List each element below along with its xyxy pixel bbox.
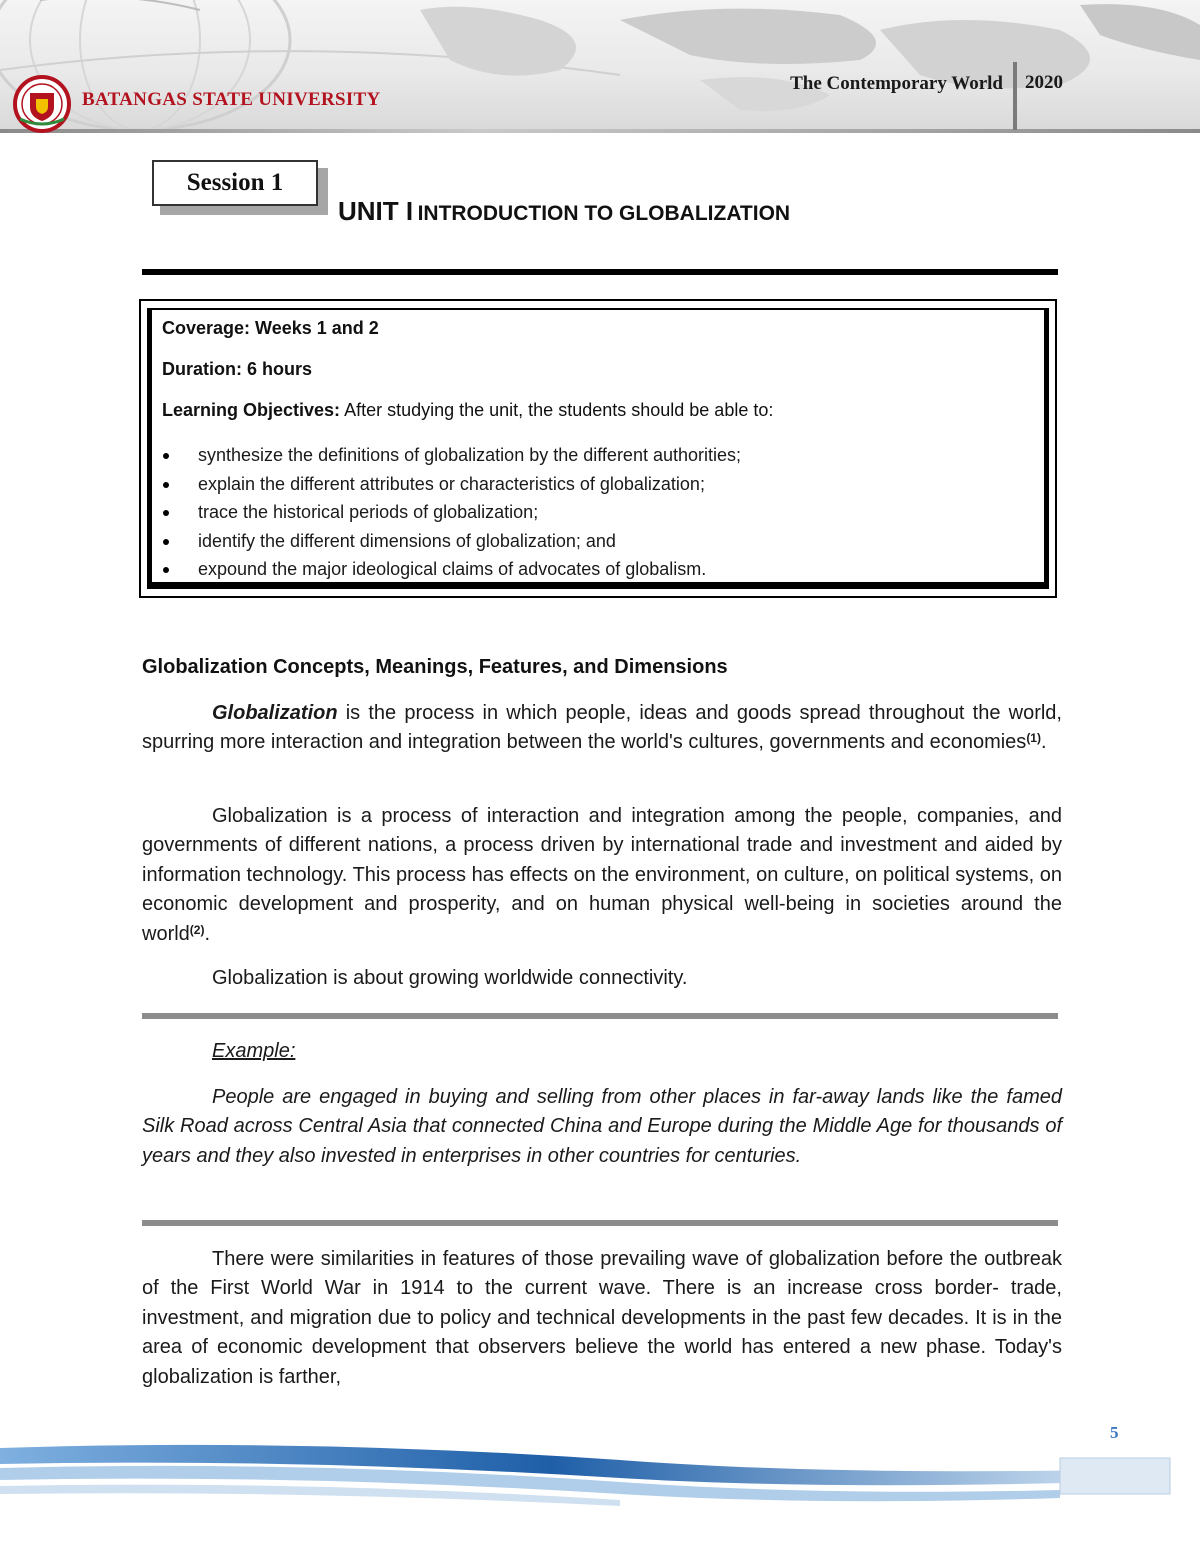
paragraph-definition-1: Globalization is the process in which people, ideas and goods spread throughout the world, spurring more interaction and integration between the world's cultures, governments and economies$^{(1)}$. <box>142 702 1062 754</box>
university-seal-icon <box>10 75 74 133</box>
university-name: BATANGAS STATE UNIVERSITY <box>82 89 381 110</box>
paragraph-globalization-waves: There were similarities in features of those prevailing wave of globalization before the outbreak of the First World War in 1914 to the current wave. There is an increase cross border- trade, investment, and migration due to policy and technical developments in the past few decades. It is in the area of economic development that observers believe the world has entered a new phase. Today's globalization is farther, <box>142 1248 1062 1388</box>
unit-divider <box>142 269 1058 275</box>
course-title: The Contemporary World <box>790 73 1003 94</box>
header-divider <box>0 129 1200 133</box>
example-label: Example: <box>212 1040 296 1062</box>
header-banner <box>0 0 1200 132</box>
learning-objectives-line <box>162 400 773 421</box>
objectives-list <box>162 441 1042 584</box>
unit-title <box>338 196 790 227</box>
example-text: People are engaged in buying and selling from other places in far-away lands like the famed Silk Road across Central Asia that connected China and Europe during the Middle Age for thousands of years and they also invested in enterprises in other countries for centuries. <box>142 1086 1062 1167</box>
duration-line: Duration: 6 hours <box>162 359 313 379</box>
reference-1: (1) <box>1026 731 1041 746</box>
term-globalization: Globalization <box>212 702 338 724</box>
learning-objectives-label: Learning Objectives: <box>162 400 341 420</box>
example-bottom-divider <box>142 1220 1058 1226</box>
footer-wave-graphic <box>0 1430 1200 1553</box>
list-item: explain the different attributes or characteristics of globalization; <box>162 470 1042 499</box>
header-vertical-divider <box>1013 62 1017 130</box>
paragraph-definition-2: Globalization is a process of interaction and integration among the people, companies, and governments of different nations, a process driven by international trade and investment and aided by information technology. This process has effects on the environment, on culture, on political systems, on economic development and prosperity, and on human physical well-being in societies around the world$^{(2)}$. <box>142 805 1062 945</box>
list-item: synthesize the definitions of globalization by the different authorities; <box>162 441 1042 470</box>
example-top-divider <box>142 1013 1058 1019</box>
coverage-line: Coverage: Weeks 1 and 2 <box>162 318 379 338</box>
unit-number: UNIT I <box>338 196 414 226</box>
list-item: trace the historical periods of globalization; <box>162 498 1042 527</box>
page-number: 5 <box>1110 1423 1119 1442</box>
learning-objectives-intro: After studying the unit, the students should be able to: <box>340 400 774 420</box>
reference-2: (2) <box>189 922 205 937</box>
unit-name: INTRODUCTION TO GLOBALIZATION <box>417 202 791 225</box>
paragraph-definition-3: Globalization is about growing worldwide connectivity. <box>212 967 688 989</box>
section-heading: Globalization Concepts, Meanings, Features, and Dimensions <box>142 656 728 678</box>
globe-map-background <box>0 0 1200 132</box>
session-label: Session 1 <box>152 160 318 206</box>
year-label: 2020 <box>1025 72 1063 93</box>
list-item: expound the major ideological claims of advocates of globalism. <box>162 555 1042 584</box>
list-item: identify the different dimensions of globalization; and <box>162 527 1042 556</box>
